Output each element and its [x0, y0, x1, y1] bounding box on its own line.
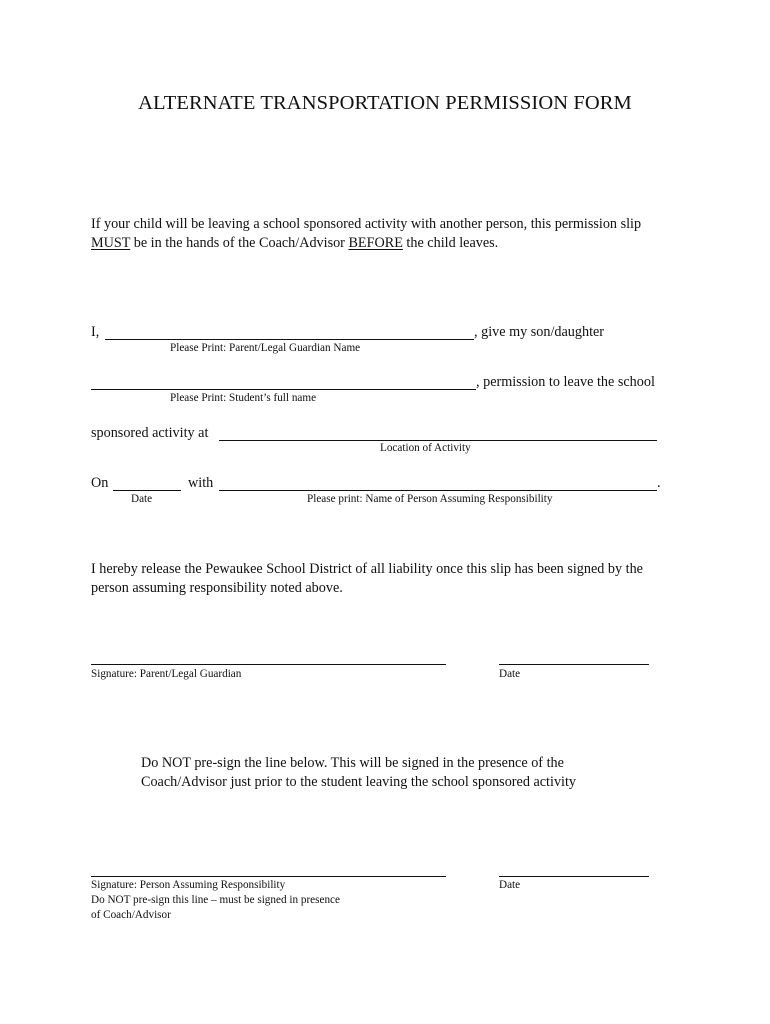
with-label: with [188, 475, 214, 491]
guardian-name-caption: Please Print: Parent/Legal Guardian Name [170, 342, 361, 354]
row-period: . [657, 475, 661, 491]
responsible-person-line[interactable] [219, 490, 657, 491]
on-label: On [91, 475, 109, 491]
guardian-signature-date-line[interactable] [499, 664, 649, 665]
release-line-2: person assuming responsibility noted above. [91, 580, 343, 596]
student-suffix: , permission to leave the school [476, 374, 655, 390]
student-name-caption: Please Print: Student’s full name [170, 392, 317, 404]
responsible-signature-note-cont: of Coach/Advisor [91, 909, 171, 921]
notice-line-2: Coach/Advisor just prior to the student leaving the school sponsored activity [141, 774, 577, 790]
intro-line-2 [91, 235, 498, 252]
intro-line-2-mid: be in the hands of the Coach/Advisor [130, 235, 349, 251]
form-title: ALTERNATE TRANSPORTATION PERMISSION FORM [138, 92, 632, 114]
activity-location-line[interactable] [219, 440, 657, 441]
before-emphasis: BEFORE [348, 235, 403, 251]
intro-line-1: If your child will be leaving a school sponsored activity with another person, this permission slip [91, 216, 642, 232]
responsible-signature-date-label: Date [499, 879, 521, 891]
responsible-signature-note: Do NOT pre-sign this line – must be signed in presence [91, 894, 340, 906]
guardian-signature-label: Signature: Parent/Legal Guardian [91, 668, 242, 680]
guardian-signature-line[interactable] [91, 664, 446, 665]
activity-location-caption: Location of Activity [380, 442, 471, 454]
guardian-signature-date-label: Date [499, 668, 521, 680]
responsible-signature-date-line[interactable] [499, 876, 649, 877]
responsible-signature-line[interactable] [91, 876, 446, 877]
date-line[interactable] [113, 490, 181, 491]
responsible-signature-label: Signature: Person Assuming Responsibility [91, 879, 286, 891]
must-emphasis: MUST [91, 235, 131, 251]
guardian-suffix: , give my son/daughter [474, 324, 605, 340]
guardian-prefix: I, [91, 324, 100, 340]
notice-line-1: Do NOT pre-sign the line below. This will be signed in the presence of the [141, 755, 564, 771]
release-line-1: I hereby release the Pewaukee School District of all liability once this slip has been signed by the [91, 561, 643, 577]
date-caption: Date [131, 493, 153, 505]
guardian-name-line[interactable] [105, 339, 474, 340]
intro-line-2-end: the child leaves. [402, 235, 499, 251]
responsible-person-caption: Please print: Name of Person Assuming Responsibility [307, 493, 553, 505]
activity-prefix: sponsored activity at [91, 425, 209, 441]
student-name-line[interactable] [91, 389, 476, 390]
